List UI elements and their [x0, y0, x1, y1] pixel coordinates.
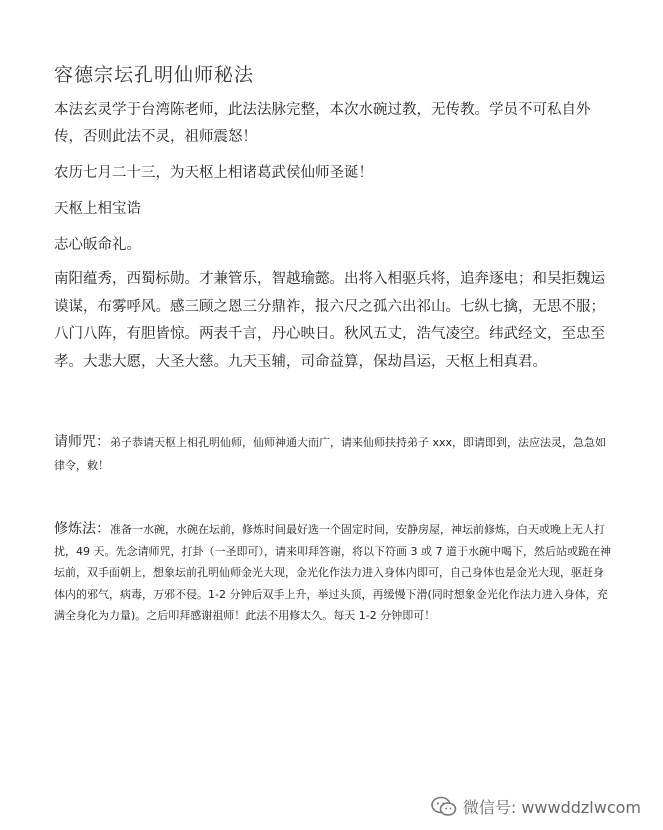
birthday-paragraph: 农历七月二十三，为天枢上相诸葛武侯仙师圣诞！	[54, 165, 373, 181]
wechat-icon	[431, 796, 457, 818]
salutation: 志心皈命礼。	[54, 237, 141, 253]
hymn-paragraph: 南阳蕴秀，西蜀标勋。才兼管乐，智越瑜懿。出将入相驱兵将，追奔逐电；和吴拒魏运谟谋，布雾呼风。感三顾之恩三分鼎祚，报六尺之孤六出祁山。七纵七擒，无思不服；八门八阵，有胆皆惊。两表千言，丹心映日。秋风五丈，浩气凌空。纬武经文，至忠至孝。大悲大愿，大圣大慈。九天玉辅，司命益算，保劫昌运，天枢上相真君。	[54, 271, 605, 370]
invocation-paragraph	[54, 431, 614, 477]
watermark-text: 微信号: wwwddzlwcom	[462, 798, 641, 817]
watermark	[431, 795, 641, 818]
practice-paragraph	[54, 519, 614, 627]
practice-label: 修炼法：	[54, 521, 110, 537]
invocation-text: 弟子恭请天枢上相孔明仙师，仙师神通大而广，请来仙师扶持弟子 xxx，即请即到，法应法灵，急急如律令，敕！	[54, 436, 607, 472]
practice-text: 准备一水碗，水碗在坛前，修炼时间最好选一个固定时间，安静房屋，神坛前修炼，白天或晚上无人打扰，49 天。先念请师咒，打卦（一圣即可），请来叩拜答谢，将以下符画 3 或 7 道于水碗中喝下，然后站或跪在神坛前，双手面朝上，想象坛前孔明仙师金光大现，金光化作法力进入身体内即可，自己身体也是金光大现，驱赶身体内的邪气，病毒，万邪不侵。1-2 分钟后双手上升，举过头顶，再缓慢下滑(同时想象金光化作法力进入身体，充满全身化为力量)。之后叩拜感谢祖师！此法不用修太久。每天 1-2 分钟即可！	[54, 523, 611, 622]
page-title: 容德宗坛孔明仙师秘法	[54, 64, 255, 86]
treasure-title: 天枢上相宝诰	[54, 201, 141, 217]
intro-paragraph: 本法玄灵学于台湾陈老师，此法法脉完整，本次水碗过教，无传教。学员不可私自外传，否则此法不灵，祖师震怒！	[54, 102, 591, 145]
invocation-label: 请师咒：	[54, 434, 110, 450]
